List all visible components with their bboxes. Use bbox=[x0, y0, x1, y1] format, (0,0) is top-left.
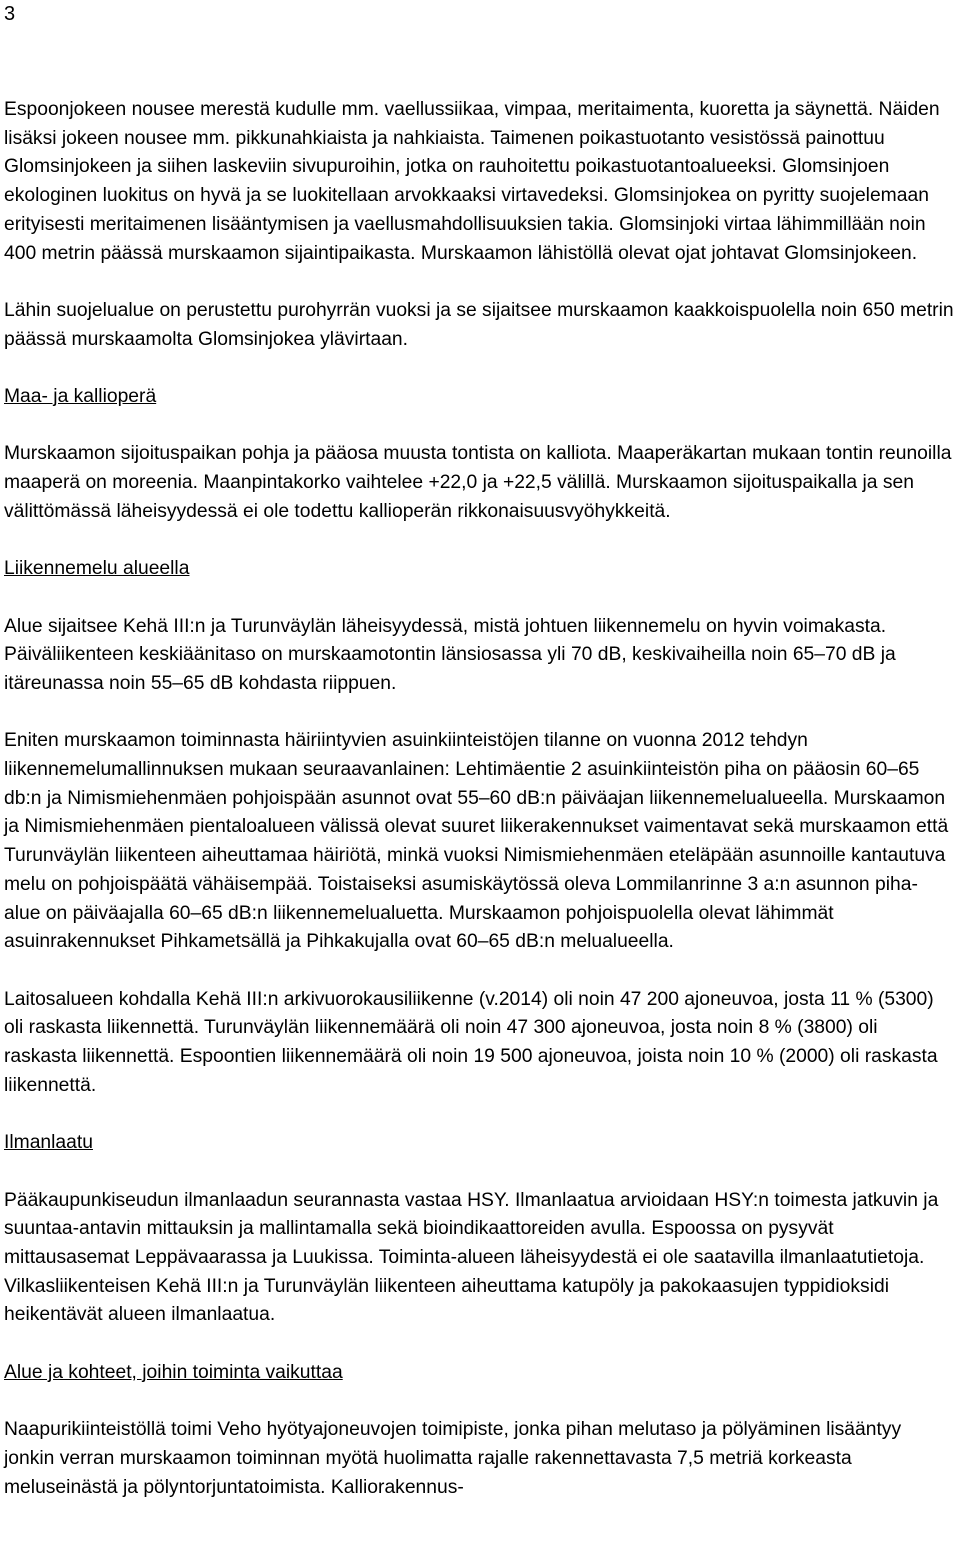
paragraph-espoonjoki-fish: Espoonjokeen nousee merestä kudulle mm. vaellussiikaa, vimpaa, meritaimenta, kuoretta ja säynettä. Näiden lisäksi jokeen nousee mm. pikkunahkiaista ja nahkiaista. Taimenen poikastuotanto vesistössä painottuu Glomsinjokeen ja siihen laskeviin sivupuroihin, jotka on rauhoitettu poikastuotantoalueeksi. Glomsinjoen ekologinen luokitus on hyvä ja se luokitellaan arvokkaaksi virtavedeksi. Glomsinjokea on pyritty suojelemaan erityisesti meritaimenen lisääntymisen ja vaellusmahdollisuuksien takia. Glomsinjoki virtaa lähimmillään noin 400 metrin päässä murskaamon sijaintipaikasta. Murskaamon lähistöllä olevat ojat johtavat Glomsinjokeen. bbox=[4, 99, 940, 264]
heading-affected-area: Alue ja kohteet, joihin toiminta vaikuttaa bbox=[4, 1361, 343, 1383]
document-body bbox=[4, 96, 954, 1531]
paragraph-protected-area: Lähin suojelualue on perustettu purohyrrän vuoksi ja se sijaitsee murskaamon kaakkoispuolella noin 650 metrin päässä murskaamolta Glomsinjokea ylävirtaan. bbox=[4, 299, 954, 350]
paragraph-soil-bedrock: Murskaamon sijoituspaikan pohja ja pääosa muusta tontista on kalliota. Maaperäkartan mukaan tontin reunoilla maaperä on moreenia. Maanpintakorko vaihtelee +22,0 ja +22,5 välillä. Murskaamon sijoituspaikalla ja sen välittömässä läheisyydessä ei ole todettu kallioperän rikkonaisuusvyöhykkeitä. bbox=[4, 443, 952, 522]
paragraph-air-quality: Pääkaupunkiseudun ilmanlaadun seurannasta vastaa HSY. Ilmanlaatua arvioidaan HSY:n toimesta jatkuvin ja suuntaa-antavin mittauksin ja mallintamalla sekä bioindikaattoreiden avulla. Espoossa on pysyvät mittausasemat Leppävaarassa ja Luukissa. Toiminta-alueen läheisyydestä ei ole saatavilla ilmanlaatutietoja. Vilkasliikenteisen Kehä III:n ja Turunväylän liikenteen aiheuttama katupöly ja pakokaasujen typpidioksidi heikentävät alueen ilmanlaatua. bbox=[4, 1189, 939, 1326]
paragraph-traffic-noise-level: Alue sijaitsee Kehä III:n ja Turunväylän läheisyydessä, mistä johtuen liikennemelu on hyvin voimakasta. Päiväliikenteen keskiäänitaso on murskaamotontin länsiosassa yli 70 dB, keskivaiheilla noin 65–70 dB ja itäreunassa noin 55–65 dB kohdasta riippuen. bbox=[4, 615, 896, 694]
paragraph-affected-residences: Eniten murskaamon toiminnasta häiriintyvien asuinkiinteistöjen tilanne on vuonna 2012 tehdyn liikennemelumallinnuksen mukaan seuraavanlainen: Lehtimäentie 2 asuinkiinteistön piha on pääosin 60–65 db:n ja Nimismiehenmäen pohjoispään asunnot ovat 55–60 dB:n päiväajan liikennemelualueella. Murskaamon ja Nimismiehenmäen pientaloalueen välissä olevat suuret liikerakennukset vaimentavat sekä murskaamon että Turunväylän liikenteen aiheuttamaa häiriötä, minkä vuoksi Nimismiehenmäen eteläpään asunnoille kantautuva melu on pohjoispäätä vähäisempää. Toistaiseksi asumiskäytössä oleva Lommilanrinne 3 a:n asunnon piha-alue on päiväajalla 60–65 dB:n liikennemelualuetta. Murskaamon pohjoispuolella olevat lähimmät asuinrakennukset Pihkametsällä ja Pihkakujalla ovat 60–65 dB:n melualueella. bbox=[4, 730, 949, 953]
paragraph-affected-area: Naapurikiinteistöllä toimi Veho hyötyajoneuvojen toimipiste, jonka pihan melutaso ja pölyäminen lisääntyy jonkin verran murskaamon toiminnan myötä huolimatta rajalle rakennettavasta 7,5 metriä korkeasta meluseinästä ja pölyntorjuntatoimista. Kalliorakennus- bbox=[4, 1419, 902, 1498]
paragraph-traffic-volumes: Laitosalueen kohdalla Kehä III:n arkivuorokausiliikenne (v.2014) oli noin 47 200 ajoneuvoa, josta 11 % (5300) oli raskasta liikennettä. Turunväylän liikennemäärä oli noin 47 300 ajoneuvoa, josta noin 8 % (3800) oli raskasta liikennettä. Espoontien liikennemäärä oli noin 19 500 ajoneuvoa, joista noin 10 % (2000) oli raskasta liikennettä. bbox=[4, 988, 938, 1096]
page-number: 3 bbox=[4, 3, 16, 25]
heading-traffic-noise: Liikennemelu alueella bbox=[4, 558, 190, 580]
heading-air-quality: Ilmanlaatu bbox=[4, 1132, 93, 1154]
heading-soil-bedrock: Maa- ja kallioperä bbox=[4, 386, 157, 407]
